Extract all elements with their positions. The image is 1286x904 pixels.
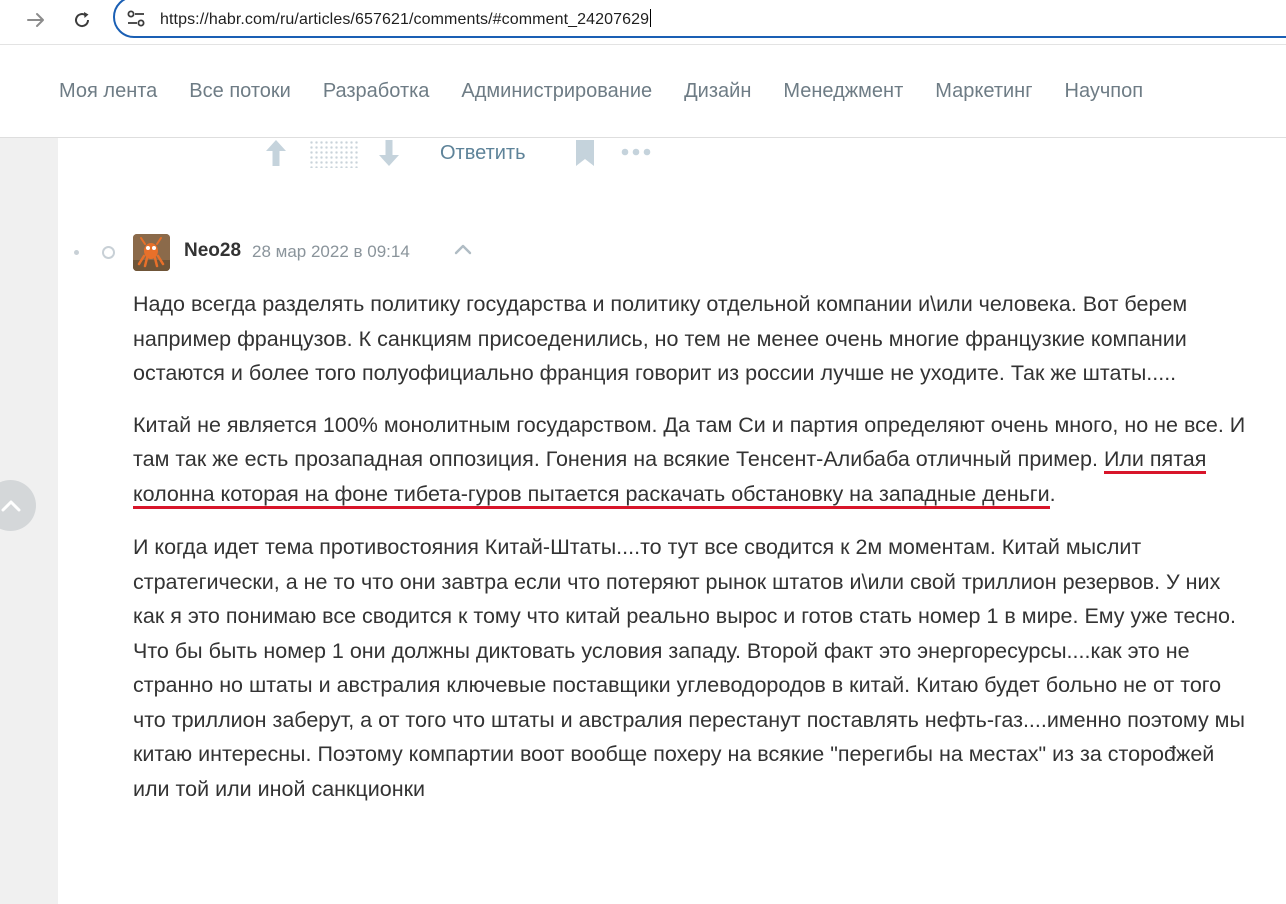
- comment-author[interactable]: Neo28: [184, 240, 242, 261]
- reload-icon: [72, 10, 92, 30]
- comment-date[interactable]: 28 мар 2022 в 09:14: [252, 242, 410, 261]
- nav-item-marketing[interactable]: Маркетинг: [935, 80, 1033, 102]
- forward-button[interactable]: [22, 6, 50, 34]
- nav-item-my-feed[interactable]: Моя лента: [59, 80, 158, 102]
- chevron-up-icon: [1, 499, 21, 513]
- browser-toolbar: [0, 0, 1286, 45]
- vote-up-icon[interactable]: [264, 138, 288, 168]
- hidden-score: [309, 140, 359, 168]
- scroll-up-button[interactable]: [0, 480, 36, 531]
- address-bar[interactable]: [113, 0, 1286, 38]
- paragraph-text: Китай не является 100% монолитным государством. Да там Си и партия определяют очень много, но не все. И там так же есть прозападная оппозиция. Гонения на всякие Тенсент-Алибаба отличный пример.: [133, 412, 1246, 471]
- habr-top-nav: [0, 45, 1286, 138]
- nav-item-administration[interactable]: Администрирование: [461, 80, 653, 102]
- nav-item-design[interactable]: Дизайн: [684, 80, 752, 102]
- nav-item-popsci[interactable]: Научпоп: [1064, 80, 1144, 102]
- chevron-up-icon[interactable]: [454, 243, 472, 255]
- comment-body: [133, 287, 1253, 823]
- nav-item-management[interactable]: Менеджмент: [783, 80, 904, 102]
- url-text[interactable]: https://habr.com/ru/articles/657621/comments/#comment_24207629: [160, 11, 650, 28]
- thread-ring-icon: [102, 246, 115, 259]
- vote-down-icon[interactable]: [377, 138, 401, 168]
- reply-link[interactable]: Ответить: [440, 142, 526, 164]
- comment-paragraph: Надо всегда разделять политику государства и политику отдельной компании и\или человека. Вот берем например французов. К санкциям присоеденились, но тем не менее очень многие французкие компании остаются и более того полуофициально франция говорит из россии лучше не уходите. Так же штаты.....: [133, 292, 1188, 385]
- bookmark-icon[interactable]: [574, 139, 596, 167]
- arrow-right-icon: [27, 12, 45, 28]
- comments-section: [58, 138, 1286, 904]
- avatar[interactable]: [133, 234, 170, 271]
- highlighted-text: Или пятая колонна которая на фоне тибета-гуров пытается раскачать обстановку на западные деньги: [133, 447, 1206, 509]
- thread-dot-icon: [74, 250, 79, 255]
- comment-paragraph: [133, 408, 1253, 512]
- more-icon[interactable]: [621, 148, 651, 156]
- comment-paragraph: И когда идет тема противостояния Китай-Штаты....то тут все сводится к 2м моментам. Китай мыслит стратегически, а не то что они завтра если что потеряют рынок штатов и\или свой триллион резервов. У них как я это понимаю все сводится к тому что китай реально вырос и готов стать номер 1 в мире. Ему уже тесно. Что бы быть номер 1 они должны диктовать условия западу. Второй факт это энергоресурсы....как это не странно но штаты и австралия ключевые поставщики углеводородов в китай. Китаю будет больно не от того что триллион заберут, а от того что штаты и австралия перестанут поставлять нефть-газ....именно поэтому мы китаю интересны. Поэтому компартии воот вообще похеру на всякие "перегибы на местах" из за сторođжей или той или иной санкционки: [133, 535, 1245, 801]
- paragraph-text: .: [1049, 481, 1056, 506]
- nav-item-development[interactable]: Разработка: [322, 80, 430, 102]
- nav-item-all-flows[interactable]: Все потоки: [189, 80, 291, 102]
- reload-button[interactable]: [68, 6, 96, 34]
- site-info-icon[interactable]: [126, 10, 146, 28]
- nav-list: [59, 80, 1175, 103]
- avatar-image: [133, 234, 170, 271]
